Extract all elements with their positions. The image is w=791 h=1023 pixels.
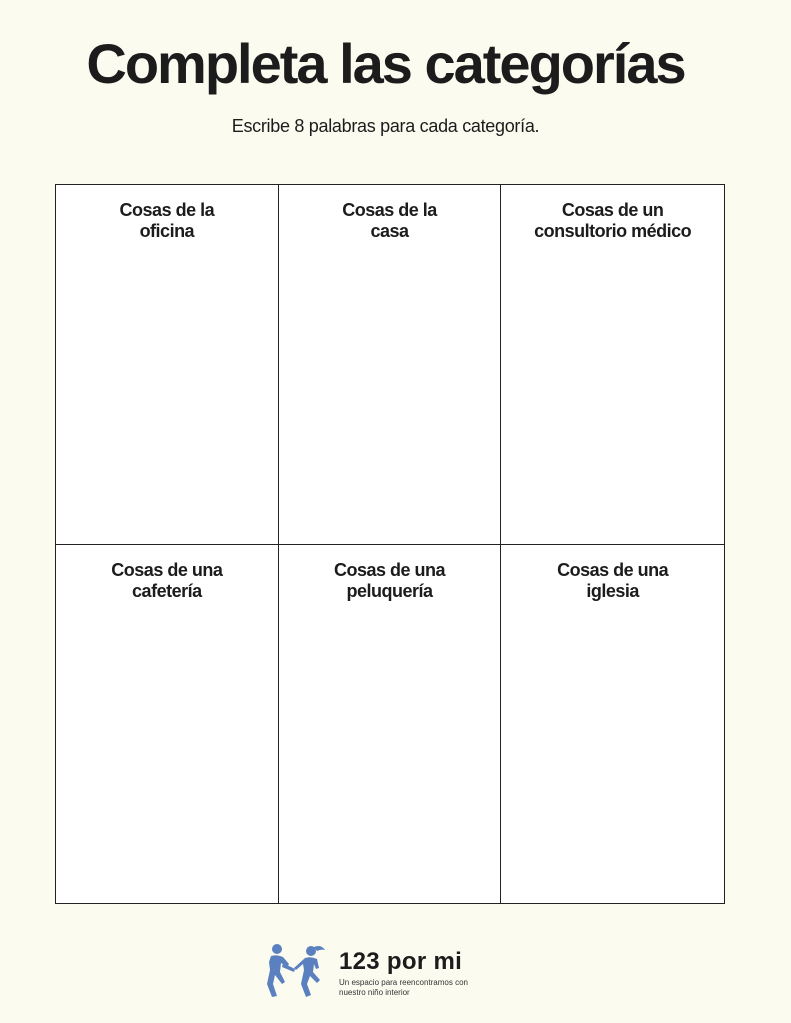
two-children-dancing-icon xyxy=(265,942,329,1000)
category-cell-consultorio[interactable] xyxy=(501,185,724,545)
category-title-line2: peluquería xyxy=(346,581,433,601)
category-title-line2: oficina xyxy=(139,221,195,241)
brand-tagline-line1: Un espacio para reencontramos con xyxy=(339,978,468,987)
category-title-line1: Cosas de una xyxy=(111,560,223,580)
category-cell-cafeteria[interactable] xyxy=(56,545,279,903)
brand-tagline xyxy=(339,978,489,998)
category-cell-oficina[interactable] xyxy=(56,185,279,545)
category-title-line1: Cosas de la xyxy=(119,200,215,220)
category-title-line1: Cosas de un xyxy=(561,200,664,220)
brand-name: 123 por mi xyxy=(339,948,463,975)
category-title xyxy=(509,200,716,242)
category-title-line2: cafetería xyxy=(132,581,202,601)
category-title-line1: Cosas de la xyxy=(342,200,437,220)
category-cell-iglesia[interactable] xyxy=(501,545,724,903)
page-title: Completa las categorías xyxy=(86,32,685,95)
category-title-line1: Cosas de una xyxy=(557,560,669,580)
category-grid xyxy=(55,184,725,904)
category-title-line2: casa xyxy=(370,221,409,241)
brand-logo xyxy=(265,940,505,1000)
category-title xyxy=(509,560,716,602)
page-subtitle: Escribe 8 palabras para cada categoría. xyxy=(231,116,540,136)
category-title xyxy=(64,560,270,602)
brand-tagline-line2: nuestro niño interior xyxy=(339,988,410,997)
category-title-line1: Cosas de una xyxy=(333,560,446,580)
category-title xyxy=(287,560,493,602)
category-title xyxy=(64,200,270,242)
category-title xyxy=(287,200,493,242)
category-title-line2: iglesia xyxy=(586,581,639,601)
category-cell-casa[interactable] xyxy=(279,185,502,545)
category-cell-peluqueria[interactable] xyxy=(279,545,502,903)
category-title-line2: consultorio médico xyxy=(534,221,692,241)
